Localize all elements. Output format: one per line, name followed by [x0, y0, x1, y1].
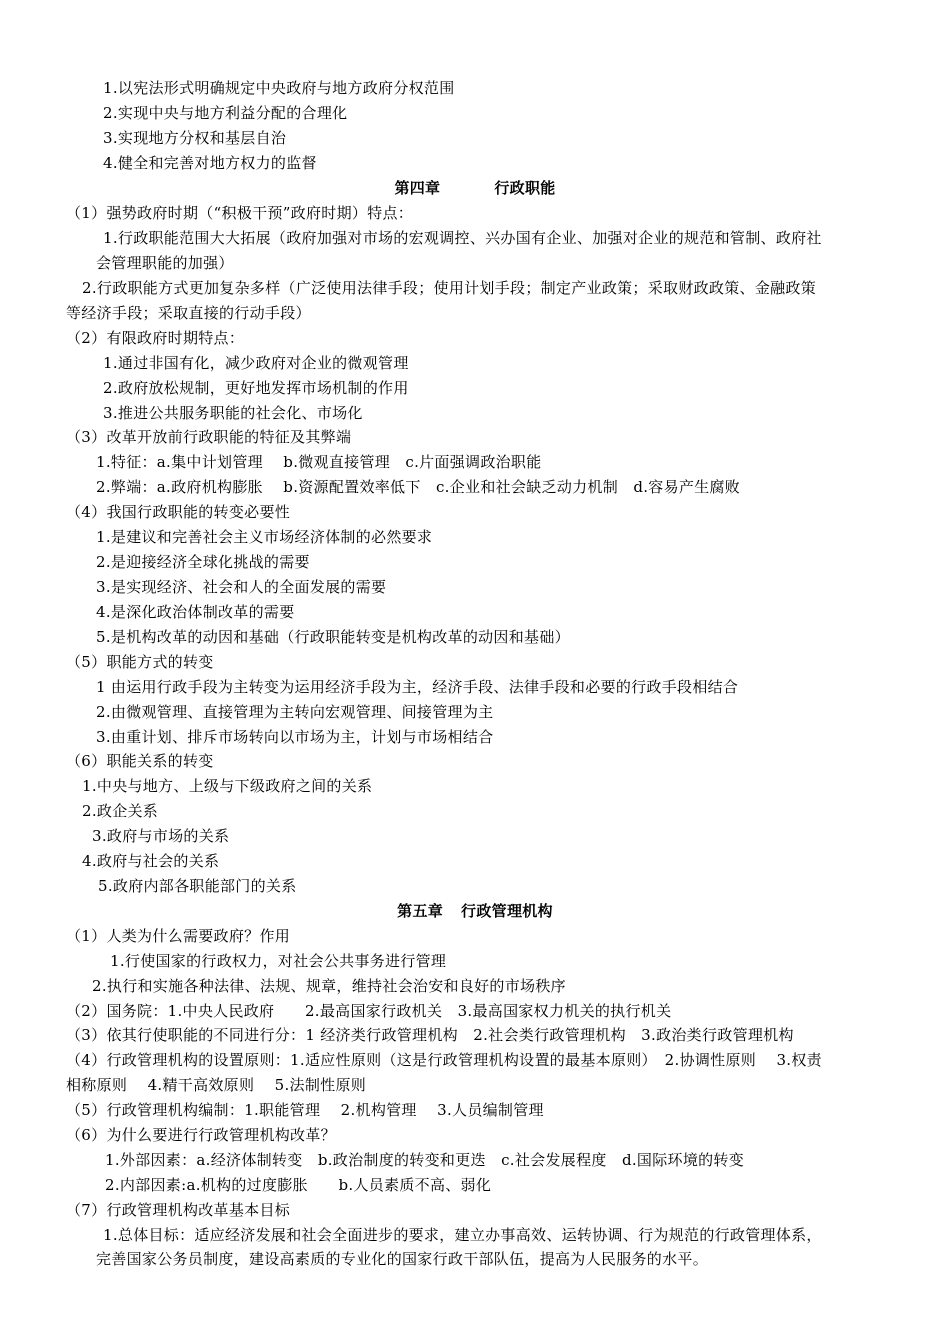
- text-line: 1.通过非国有化，减少政府对企业的微观管理: [103, 354, 409, 372]
- text-line: 2.内部因素:a.机构的过度膨胀 b.人员素质不高、弱化: [105, 1176, 492, 1194]
- text-line: 2.政府放松规制，更好地发挥市场机制的作用: [103, 379, 409, 397]
- text-line: 1 由运用行政手段为主转变为运用经济手段为主，经济手段、法律手段和必要的行政手段相结合: [96, 678, 739, 696]
- chapter-title: 行政职能: [494, 179, 556, 197]
- text-line: 2.实现中央与地方利益分配的合理化: [103, 104, 348, 122]
- text-line: 2.执行和实施各种法律、法规、规章，维持社会治安和良好的市场秩序: [92, 977, 566, 995]
- text-line: 会管理职能的加强）: [96, 254, 234, 272]
- section-heading: （6）为什么要进行行政管理机构改革？: [66, 1126, 336, 1144]
- text-line: 3.推进公共服务职能的社会化、市场化: [103, 404, 363, 422]
- text-line: 3.实现地方分权和基层自治: [103, 129, 287, 147]
- chapter-heading: [0, 178, 950, 198]
- text-line: 1.总体目标：适应经济发展和社会全面进步的要求，建立办事高效、运转协调、行为规范的行政管理体系，: [103, 1226, 822, 1244]
- text-line: 1.是建议和完善社会主义市场经济体制的必然要求: [96, 528, 433, 546]
- section-heading: （5）行政管理机构编制：1.职能管理 2.机构管理 3.人员编制管理: [66, 1101, 544, 1119]
- text-line: 完善国家公务员制度，建设高素质的专业化的国家行政干部队伍，提高为人民服务的水平。: [96, 1250, 709, 1268]
- text-line: 2.政企关系: [82, 802, 159, 820]
- text-line: 4.政府与社会的关系: [82, 852, 220, 870]
- text-line: 3.政府与市场的关系: [92, 827, 230, 845]
- text-line: 1.行使国家的行政权力，对社会公共事务进行管理: [110, 952, 447, 970]
- section-heading: （1）人类为什么需要政府？作用: [66, 927, 291, 945]
- chapter-number: 第五章: [397, 902, 444, 920]
- text-line: 2.由微观管理、直接管理为主转向宏观管理、间接管理为主: [96, 703, 494, 721]
- chapter-heading: [0, 901, 950, 921]
- section-heading: （7）行政管理机构改革基本目标: [66, 1201, 291, 1219]
- section-heading: （2）有限政府时期特点：: [66, 329, 245, 347]
- section-heading: （2）国务院：1.中央人民政府 2.最高国家行政机关 3.最高国家权力机关的执行机关: [66, 1002, 672, 1020]
- text-line: 1.以宪法形式明确规定中央政府与地方政府分权范围: [103, 79, 455, 97]
- section-heading: （4）我国行政职能的转变必要性: [66, 503, 291, 521]
- text-line: 3.由重计划、排斥市场转向以市场为主，计划与市场相结合: [96, 728, 494, 746]
- section-heading: （1）强势政府时期（“积极干预”政府时期）特点：: [66, 204, 414, 222]
- section-heading: （5）职能方式的转变: [66, 653, 214, 671]
- text-line: 1.特征：a.集中计划管理 b.微观直接管理 c.片面强调政治职能: [96, 453, 542, 471]
- section-heading: （4）行政管理机构的设置原则：1.适应性原则（这是行政管理机构设置的最基本原则） 2.协调性原则 3.权责: [66, 1051, 822, 1069]
- text-line: 4.是深化政治体制改革的需要: [96, 603, 295, 621]
- text-line: 2.弊端：a.政府机构膨胀 b.资源配置效率低下 c.企业和社会缺乏动力机制 d.容易产生腐败: [96, 478, 741, 496]
- text-line: 1.行政职能范围大大拓展（政府加强对市场的宏观调控、兴办国有企业、加强对企业的规范和管制、政府社: [103, 229, 822, 247]
- chapter-number: 第四章: [394, 179, 441, 197]
- section-heading: （3）改革开放前行政职能的特征及其弊端: [66, 428, 352, 446]
- section-heading: （3）依其行使职能的不同进行分：1 经济类行政管理机构 2.社会类行政管理机构 3.政治类行政管理机构: [66, 1026, 794, 1044]
- text-line: 相称原则 4.精干高效原则 5.法制性原则: [66, 1076, 367, 1094]
- text-line: 1.外部因素：a.经济体制转变 b.政治制度的转变和更迭 c.社会发展程度 d.国际环境的转变: [105, 1151, 745, 1169]
- text-line: 5.是机构改革的动因和基础（行政职能转变是机构改革的动因和基础）: [96, 628, 570, 646]
- text-line: 等经济手段；采取直接的行动手段）: [66, 304, 311, 322]
- text-line: 2.是迎接经济全球化挑战的需要: [96, 553, 310, 571]
- section-heading: （6）职能关系的转变: [66, 752, 214, 770]
- text-line: 1.中央与地方、上级与下级政府之间的关系: [82, 777, 373, 795]
- text-line: 4.健全和完善对地方权力的监督: [103, 154, 317, 172]
- text-line: 5.政府内部各职能部门的关系: [98, 877, 297, 895]
- text-line: 2.行政职能方式更加复杂多样（广泛使用法律手段；使用计划手段；制定产业政策；采取财政政策、金融政策: [82, 279, 817, 297]
- chapter-title: 行政管理机构: [461, 902, 553, 920]
- text-line: 3.是实现经济、社会和人的全面发展的需要: [96, 578, 387, 596]
